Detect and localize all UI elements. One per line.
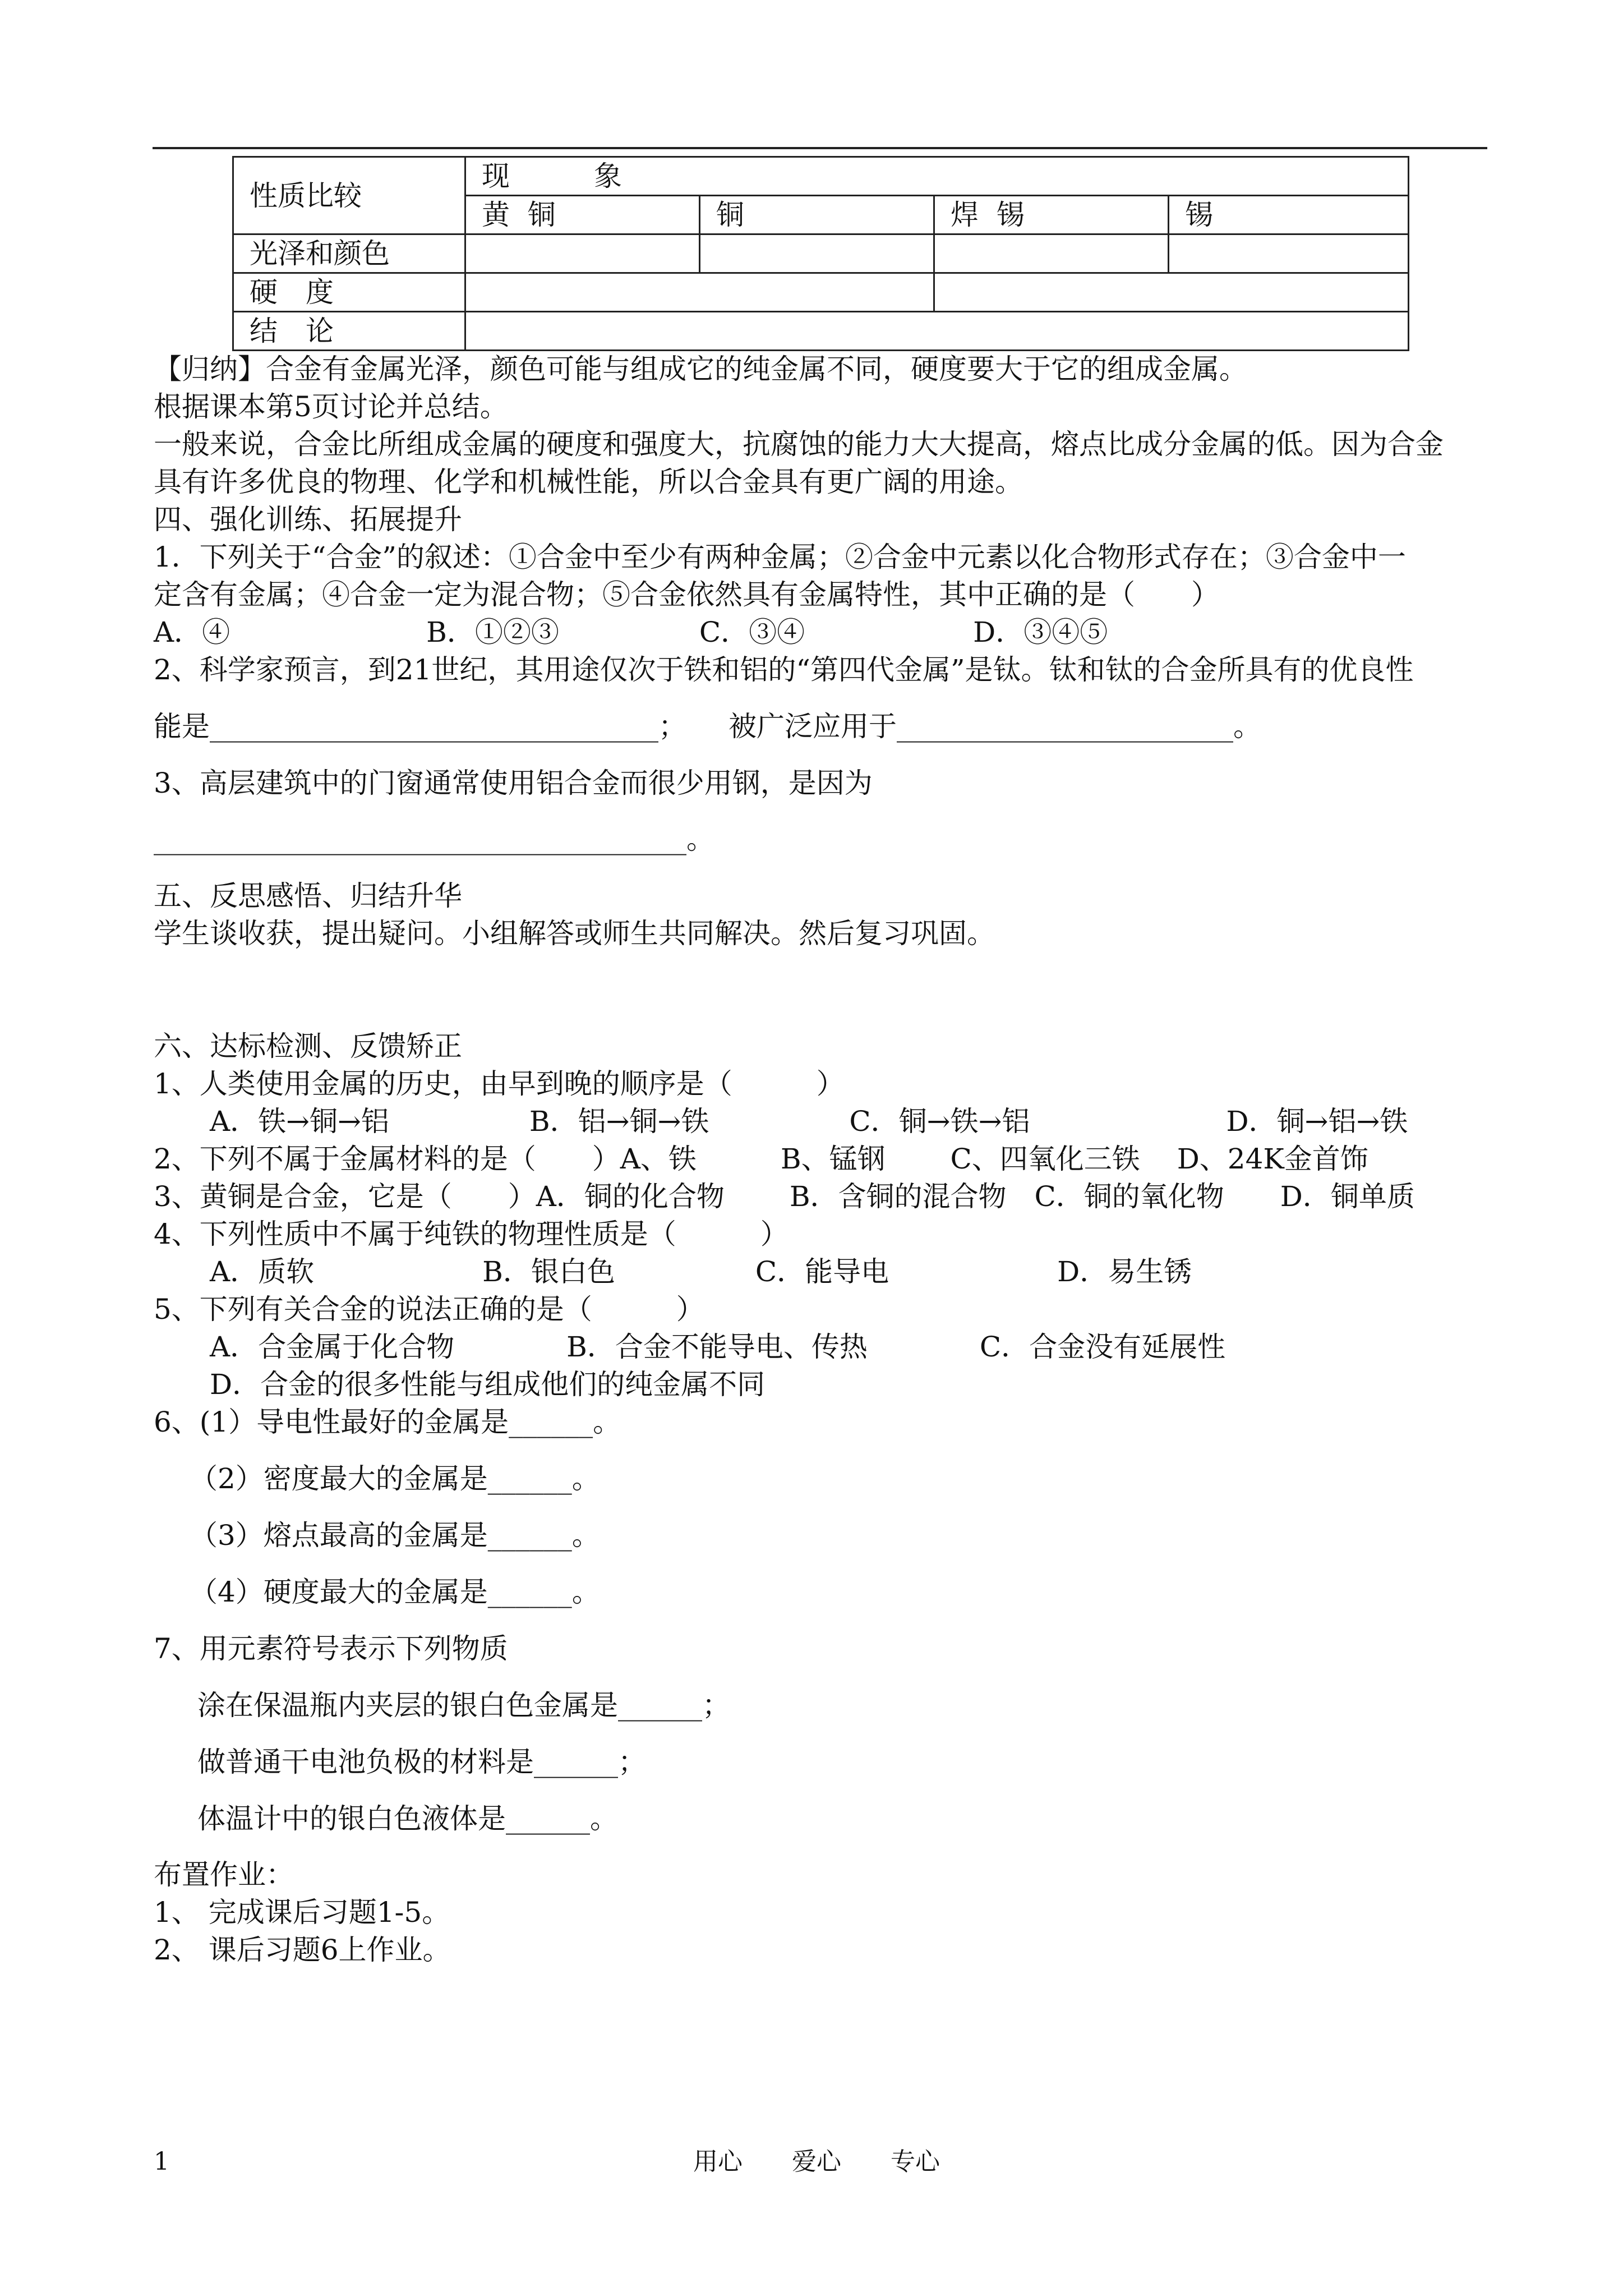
options-line: A．铁→铜→铝 B．铝→铜→铁 C．铜→铁→铝 D．铜→铝→铁 xyxy=(154,1105,1408,1138)
question-line: （3）熔点最高的金属是______。 xyxy=(190,1519,600,1552)
question-line: （4）硬度最大的金属是______。 xyxy=(190,1576,600,1608)
homework-heading: 布置作业： xyxy=(154,1858,294,1891)
table-col-brass: 黄 铜 xyxy=(465,196,700,234)
question-line: 做普通干电池负极的材料是______； xyxy=(197,1746,646,1778)
table-col-copper: 铜 xyxy=(700,196,934,234)
question-line: 1．下列关于“合金”的叙述：①合金中至少有两种金属；②合金中元素以化合物形式存在；③合金中一 xyxy=(154,541,1406,573)
question-line: 4、下列性质中不属于纯铁的物理性质是（ ） xyxy=(154,1218,789,1250)
text-line: 学生谈收获，提出疑问。小组解答或师生共同解决。然后复习巩固。 xyxy=(154,917,995,950)
question-line: 6、(1）导电性最好的金属是______。 xyxy=(154,1406,621,1438)
answer-blank: ______________________________________。 xyxy=(154,823,714,855)
table-row xyxy=(233,157,1409,196)
header-rule xyxy=(153,147,1487,149)
table-row-label: 结 论 xyxy=(233,312,465,351)
question-line: 涂在保温瓶内夹层的银白色金属是______； xyxy=(197,1689,730,1722)
table-cell xyxy=(1169,234,1409,273)
footer-motto: 用心 爱心 专心 xyxy=(693,2147,940,2176)
table-cell xyxy=(465,234,700,273)
table-row-label: 硬 度 xyxy=(233,273,465,312)
table-row xyxy=(233,273,1409,312)
section-heading: 四、强化训练、拓展提升 xyxy=(154,503,462,536)
comparison-table xyxy=(232,156,1409,351)
question-line: 3、高层建筑中的门窗通常使用铝合金而很少用钢，是因为 xyxy=(154,767,873,799)
table-cell xyxy=(700,234,934,273)
table-row xyxy=(233,312,1409,351)
question-line: 2、下列不属于金属材料的是（ ）A、铁 B、锰钢 C、四氧化三铁 D、24K金首饰 xyxy=(154,1143,1368,1175)
homework-item: 2、 课后习题6上作业。 xyxy=(154,1934,451,1966)
table-row xyxy=(233,234,1409,273)
text-line: 具有许多优良的物理、化学和机械性能，所以合金具有更广阔的用途。 xyxy=(154,466,1023,498)
question-line: 能是________________________________； 被广泛应用于________________________。 xyxy=(154,710,1261,743)
question-line: 7、用元素符号表示下列物质 xyxy=(154,1632,508,1665)
options-line: D．合金的很多性能与组成他们的纯金属不同 xyxy=(154,1368,766,1401)
text-line: 一般来说，合金比所组成金属的硬度和强度大，抗腐蚀的能力大大提高，熔点比成分金属的低。因为合金 xyxy=(154,428,1444,461)
summary-line: 【归纳】合金有金属光泽，颜色可能与组成它的纯金属不同，硬度要大于它的组成金属。 xyxy=(154,353,1247,385)
question-line: 5、下列有关合金的说法正确的是（ ） xyxy=(154,1293,704,1326)
page-number: 1 xyxy=(154,2147,169,2176)
table-cell xyxy=(465,273,934,312)
options-line: A．④ B．①②③ C．③④ D．③④⑤ xyxy=(154,616,1108,648)
table-cell xyxy=(934,273,1409,312)
options-line: A．质软 B．银白色 C．能导电 D．易生锈 xyxy=(154,1255,1192,1288)
question-line: 3、黄铜是合金，它是（ ）A．铜的化合物 B．含铜的混合物 C．铜的氧化物 D．铜单质 xyxy=(154,1180,1415,1213)
table-col-tin: 锡 xyxy=(1169,196,1409,234)
homework-item: 1、 完成课后习题1-5。 xyxy=(154,1896,450,1929)
question-line: 定含有金属；④合金一定为混合物；⑤合金依然具有金属特性，其中正确的是（ ） xyxy=(154,578,1219,611)
options-line: A．合金属于化合物 B．合金不能导电、传热 C．合金没有延展性 xyxy=(154,1331,1226,1363)
table-header-phenomenon: 现 象 xyxy=(465,157,1409,196)
section-heading: 六、达标检测、反馈矫正 xyxy=(154,1030,462,1062)
question-line: （2）密度最大的金属是______。 xyxy=(190,1462,600,1495)
table-cell xyxy=(465,312,1409,351)
question-line: 2、科学家预言，到21世纪，其用途仅次于铁和铝的“第四代金属”是钛。钛和钛的合金所具有的优良性 xyxy=(154,654,1414,686)
question-line: 1、人类使用金属的历史，由早到晚的顺序是（ ） xyxy=(154,1068,845,1100)
table-header-property: 性质比较 xyxy=(233,157,465,234)
table-row-label: 光泽和颜色 xyxy=(233,234,465,273)
table-col-solder: 焊 锡 xyxy=(934,196,1169,234)
section-heading: 五、反思感悟、归结升华 xyxy=(154,880,462,912)
table-cell xyxy=(934,234,1169,273)
question-line: 体温计中的银白色液体是______。 xyxy=(197,1802,618,1835)
text-line: 根据课本第5页讨论并总结。 xyxy=(154,390,508,423)
